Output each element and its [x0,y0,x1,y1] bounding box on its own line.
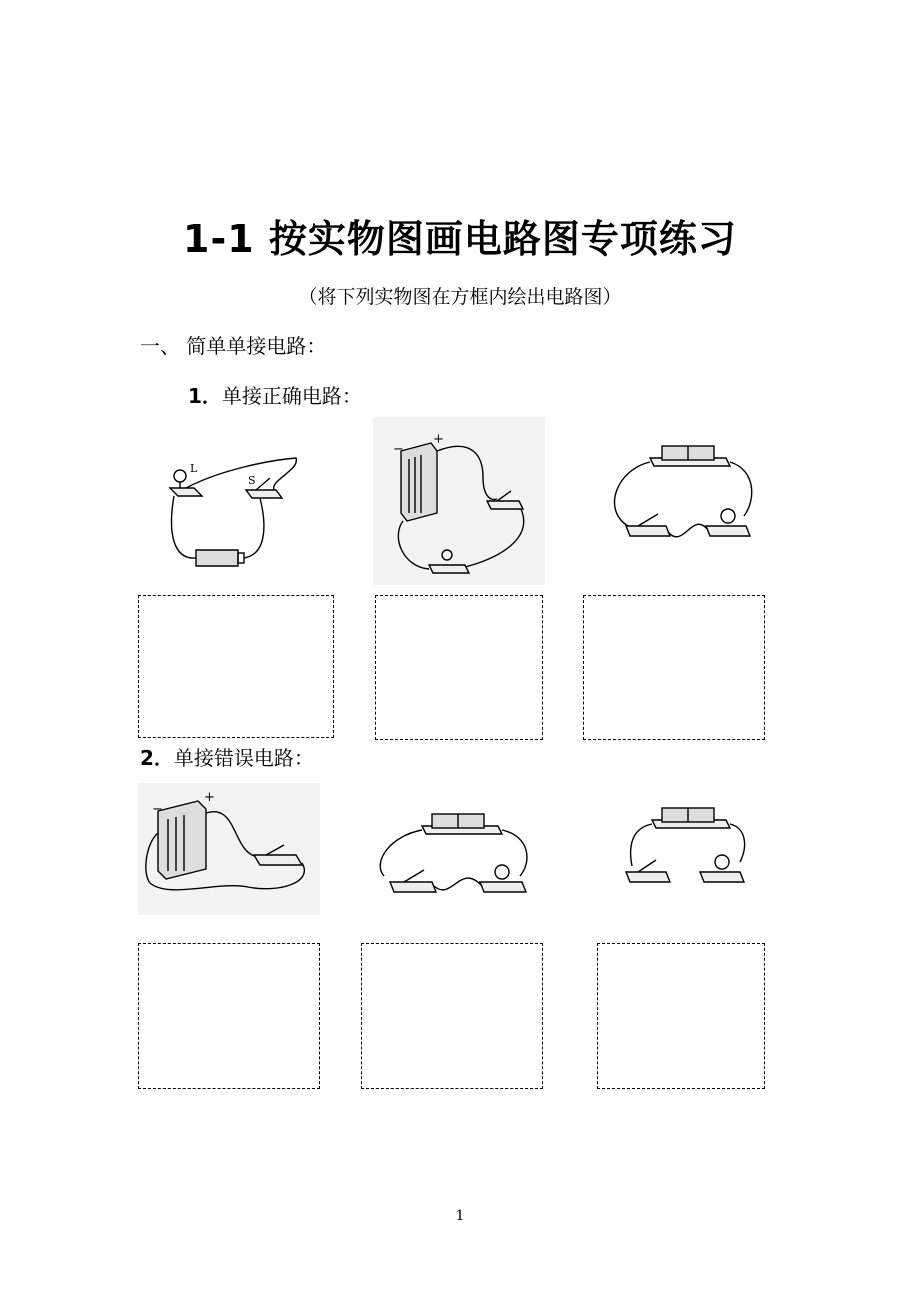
subsection-2-label: 单接错误电路： [173,746,314,770]
minus-label: − [393,442,404,457]
subsection-1-number: 1． [188,384,222,408]
answer-box-1-1[interactable] [138,595,334,738]
section-heading: 一、 简单单接电路： [140,334,327,358]
page-subtitle: （将下列实物图在方框内绘出电路图） [298,286,622,308]
answer-box-1-2[interactable] [375,595,543,740]
subsection-2-heading [140,742,314,771]
minus-label-2: − [152,802,163,817]
circuit-picture-2-3 [622,806,752,898]
circuit-picture-1-2 [373,417,545,585]
lamp-label: L [190,462,198,475]
subsection-1-label: 单接正确电路： [221,384,362,408]
plus-label: + [433,432,444,447]
plus-label-2: + [204,790,215,805]
answer-box-1-3[interactable] [583,595,765,740]
circuit-picture-2-1 [138,783,320,915]
page-title: 1-1 按实物图画电路图专项练习 [183,217,737,261]
answer-box-2-3[interactable] [597,943,765,1089]
page-number: 1 [455,1208,465,1224]
subsection-1-heading [188,380,362,409]
answer-box-2-2[interactable] [361,943,543,1089]
circuit-picture-2-2 [370,812,534,908]
circuit-picture-1-1 [150,450,310,580]
circuit-picture-1-3 [606,440,764,560]
subsection-2-number: 2． [140,746,174,770]
answer-box-2-1[interactable] [138,943,320,1089]
switch-label: S [248,474,256,487]
